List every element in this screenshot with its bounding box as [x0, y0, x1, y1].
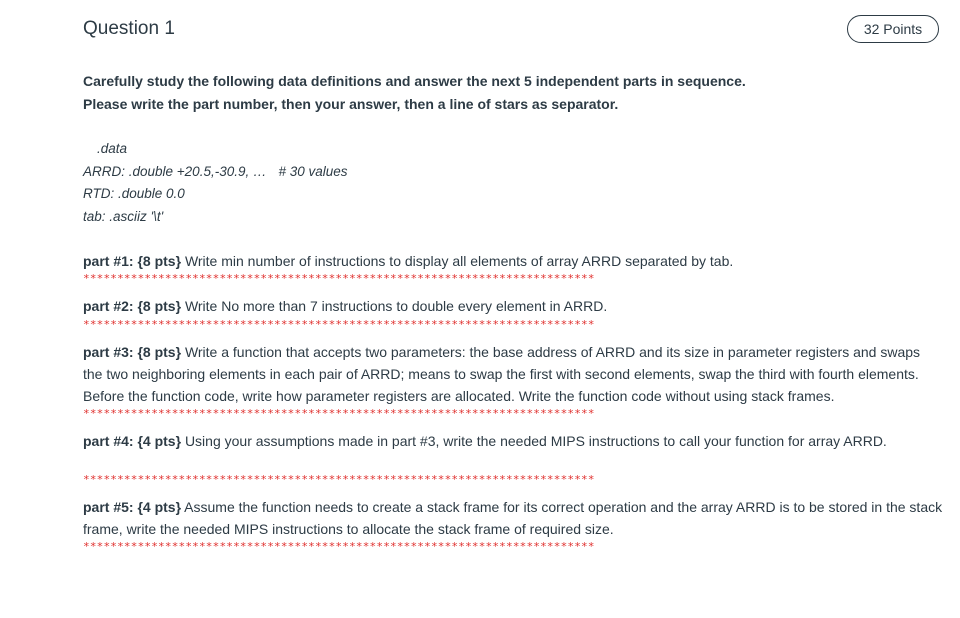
part-2-text: Write No more than 7 instructions to double every element in ARRD.: [184, 298, 608, 315]
part-3-label: part #3: {8 pts}: [83, 343, 182, 360]
part-4: [83, 430, 943, 452]
data-definitions: [83, 138, 943, 228]
question-title: Question 1: [83, 18, 175, 39]
part-5: [83, 496, 943, 541]
part-3-text: Write a function that accepts two parameters: the base address of ARRD and its size in parameter registers and swaps the two neighboring elements in each pair of ARRD; means to swap the first with second elements, swap the third with fourth elements. Before the function code, write how parameter registers are allocated. Write the function code without using stack frames.: [83, 343, 921, 405]
intro-line-2: Please write the part number, then your answer, then a line of stars as separator.: [83, 96, 619, 112]
part-5-text: Assume the function needs to create a stack frame for its correct operation and the array ARRD is to be stored in the stack frame, write the needed MIPS instructions to allocate the stack frame of required size.: [83, 498, 943, 538]
part-1-label: part #1: {8 pts}: [83, 253, 182, 269]
part-5-label: part #5: {4 pts}: [83, 498, 182, 515]
code-line-tab: tab: .asciiz '\t': [83, 208, 164, 224]
part-1-text: Write min number of instructions to display all elements of array ARRD separated by tab.: [184, 253, 734, 269]
code-line-arrd: [83, 161, 943, 184]
separator-5: ***************************************************************************: [83, 540, 595, 554]
separator-4: ***************************************************************************: [83, 472, 595, 486]
separator-2: ***************************************************************************: [83, 317, 595, 331]
part-4-label: part #4: {4 pts}: [83, 433, 182, 450]
separator-3: ***************************************************************************: [83, 407, 595, 421]
points-badge: 32 Points: [847, 15, 939, 43]
intro-line-1: Carefully study the following data definitions and answer the next 5 independent parts in sequence.: [83, 73, 746, 89]
code-arrd-def: ARRD: .double +20.5,-30.9, …: [83, 163, 267, 179]
part-4-text: Using your assumptions made in part #3, write the needed MIPS instructions to call your function for array ARRD.: [184, 433, 887, 450]
code-line-data: .data: [97, 141, 128, 156]
part-2: [83, 295, 943, 317]
separator-1: ***************************************************************************: [83, 272, 595, 286]
part-2-label: part #2: {8 pts}: [83, 298, 182, 315]
question-body: [83, 70, 943, 554]
code-line-rtd: RTD: .double 0.0: [83, 186, 185, 201]
part-1: [83, 250, 943, 272]
part-3: [83, 341, 943, 408]
code-arrd-comment: # 30 values: [278, 163, 348, 179]
